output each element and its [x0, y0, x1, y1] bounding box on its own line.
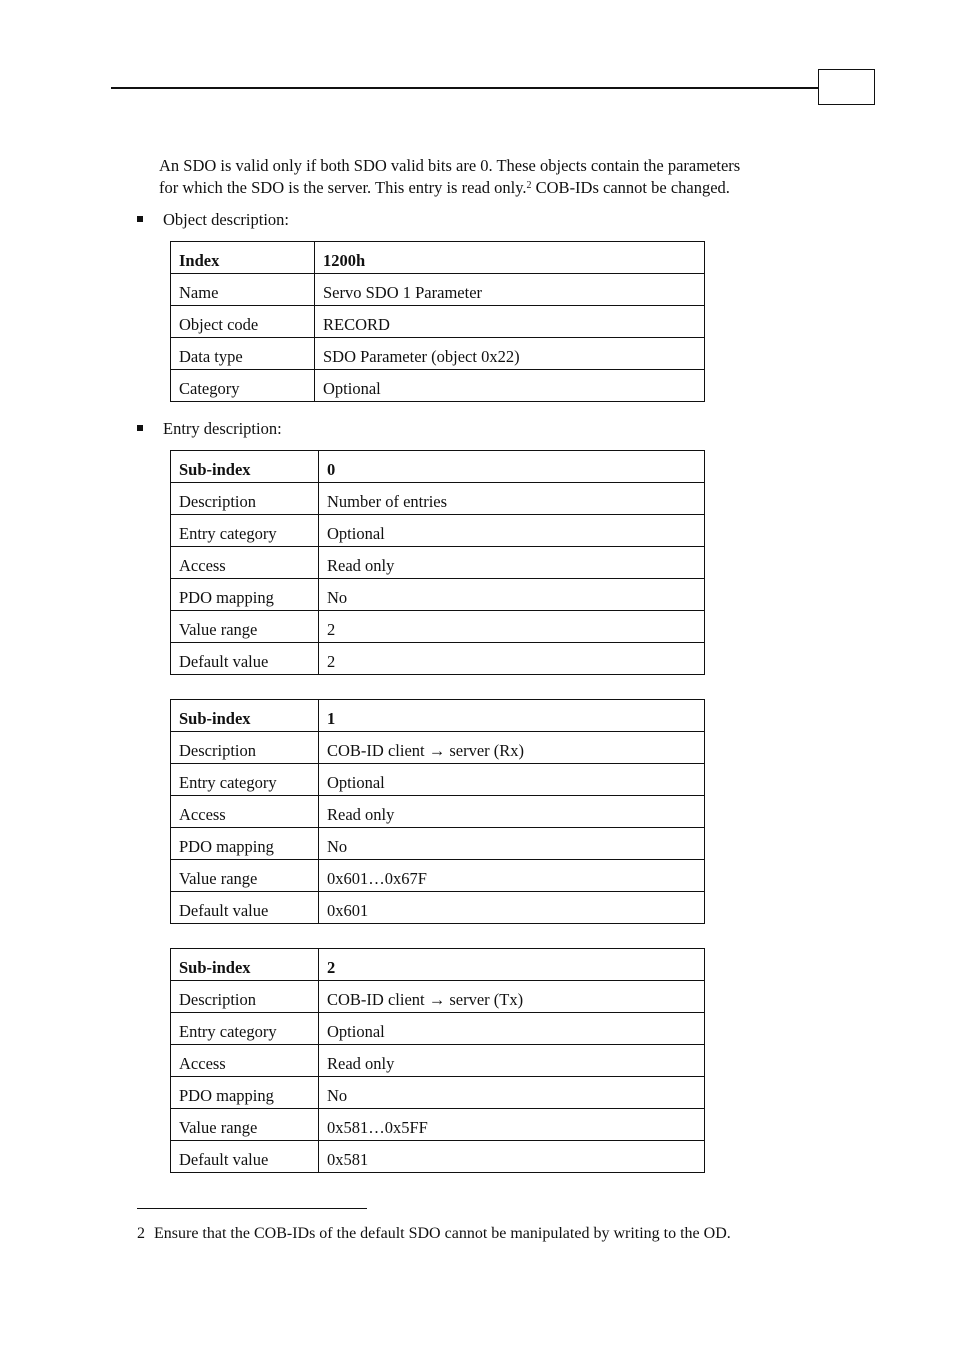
object-description-bullet [137, 209, 289, 231]
row-key: PDO mapping [171, 828, 319, 860]
row-value: RECORD [315, 306, 705, 338]
row-value: No [319, 579, 705, 611]
table-row [171, 643, 705, 675]
row-key: Index [171, 242, 315, 274]
table-row [171, 949, 705, 981]
table-row [171, 451, 705, 483]
table-row [171, 547, 705, 579]
row-value: 1 [319, 700, 705, 732]
row-value: Number of entries [319, 483, 705, 515]
intro-line-2b: COB-IDs cannot be changed. [531, 178, 730, 197]
row-key: Data type [171, 338, 315, 370]
row-key: Access [171, 796, 319, 828]
row-key: Entry category [171, 764, 319, 796]
entry-description-label: Entry description: [163, 419, 282, 438]
row-value: Optional [319, 515, 705, 547]
row-value: COB-ID client → server (Tx) [319, 981, 705, 1013]
table-row [171, 892, 705, 924]
row-key: Access [171, 1045, 319, 1077]
row-value: Optional [319, 1013, 705, 1045]
row-value: 0x601 [319, 892, 705, 924]
table-row [171, 306, 705, 338]
table-row [171, 981, 705, 1013]
row-key: Default value [171, 1141, 319, 1173]
intro-line-2a: for which the SDO is the server. This entry is read only. [159, 178, 527, 197]
table-row [171, 1141, 705, 1173]
table-row [171, 732, 705, 764]
row-value: 2 [319, 611, 705, 643]
row-key: Sub-index [171, 949, 319, 981]
footnote-reference: 2 [526, 180, 532, 191]
row-key: Description [171, 732, 319, 764]
row-value: 2 [319, 643, 705, 675]
row-value: Optional [315, 370, 705, 402]
table-row [171, 1109, 705, 1141]
table-row [171, 764, 705, 796]
entry-table-subindex-1 [170, 699, 705, 924]
row-key: PDO mapping [171, 579, 319, 611]
table-row [171, 515, 705, 547]
row-key: Name [171, 274, 315, 306]
row-value: 1200h [315, 242, 705, 274]
row-key: Entry category [171, 515, 319, 547]
row-value: 2 [319, 949, 705, 981]
row-key: Default value [171, 892, 319, 924]
row-value: SDO Parameter (object 0x22) [315, 338, 705, 370]
table-row [171, 1013, 705, 1045]
row-value: 0 [319, 451, 705, 483]
intro-line-1: An SDO is valid only if both SDO valid bits are 0. These objects contain the parameters [159, 156, 741, 175]
entry-table-subindex-0 [170, 450, 705, 675]
row-key: PDO mapping [171, 1077, 319, 1109]
row-key: Value range [171, 860, 319, 892]
table-row [171, 1077, 705, 1109]
bullet-square-icon [137, 425, 143, 431]
entry-table-subindex-2 [170, 948, 705, 1173]
row-key: Description [171, 981, 319, 1013]
footnote-separator [137, 1208, 367, 1209]
table-row [171, 242, 705, 274]
row-value: Optional [319, 764, 705, 796]
row-key: Sub-index [171, 700, 319, 732]
row-value: 0x601…0x67F [319, 860, 705, 892]
row-key: Value range [171, 1109, 319, 1141]
row-value: 0x581 [319, 1141, 705, 1173]
intro-paragraph [159, 155, 839, 199]
table-row [171, 579, 705, 611]
table-row [171, 483, 705, 515]
table-row [171, 700, 705, 732]
row-value: No [319, 828, 705, 860]
row-value: Read only [319, 796, 705, 828]
table-row [171, 338, 705, 370]
table-row [171, 370, 705, 402]
footnote-number: 2 [137, 1225, 145, 1242]
object-description-table [170, 241, 705, 402]
row-value: COB-ID client → server (Rx) [319, 732, 705, 764]
object-description-label: Object description: [163, 210, 290, 229]
row-value: No [319, 1077, 705, 1109]
page-number-box [818, 69, 875, 105]
row-key: Category [171, 370, 315, 402]
row-key: Object code [171, 306, 315, 338]
table-row [171, 1045, 705, 1077]
row-value: Servo SDO 1 Parameter [315, 274, 705, 306]
table-row [171, 796, 705, 828]
table-row [171, 828, 705, 860]
footnote-text: Ensure that the COB-IDs of the default SDO cannot be manipulated by writing to the OD. [154, 1225, 731, 1242]
row-key: Description [171, 483, 319, 515]
row-key: Access [171, 547, 319, 579]
row-key: Sub-index [171, 451, 319, 483]
entry-description-bullet [137, 418, 282, 440]
row-value: Read only [319, 547, 705, 579]
table-row [171, 274, 705, 306]
row-value: 0x581…0x5FF [319, 1109, 705, 1141]
row-value: Read only [319, 1045, 705, 1077]
footnote [137, 1223, 731, 1245]
row-key: Default value [171, 643, 319, 675]
table-row [171, 860, 705, 892]
row-key: Value range [171, 611, 319, 643]
header-rule [111, 87, 819, 89]
bullet-square-icon [137, 216, 143, 222]
table-row [171, 611, 705, 643]
row-key: Entry category [171, 1013, 319, 1045]
